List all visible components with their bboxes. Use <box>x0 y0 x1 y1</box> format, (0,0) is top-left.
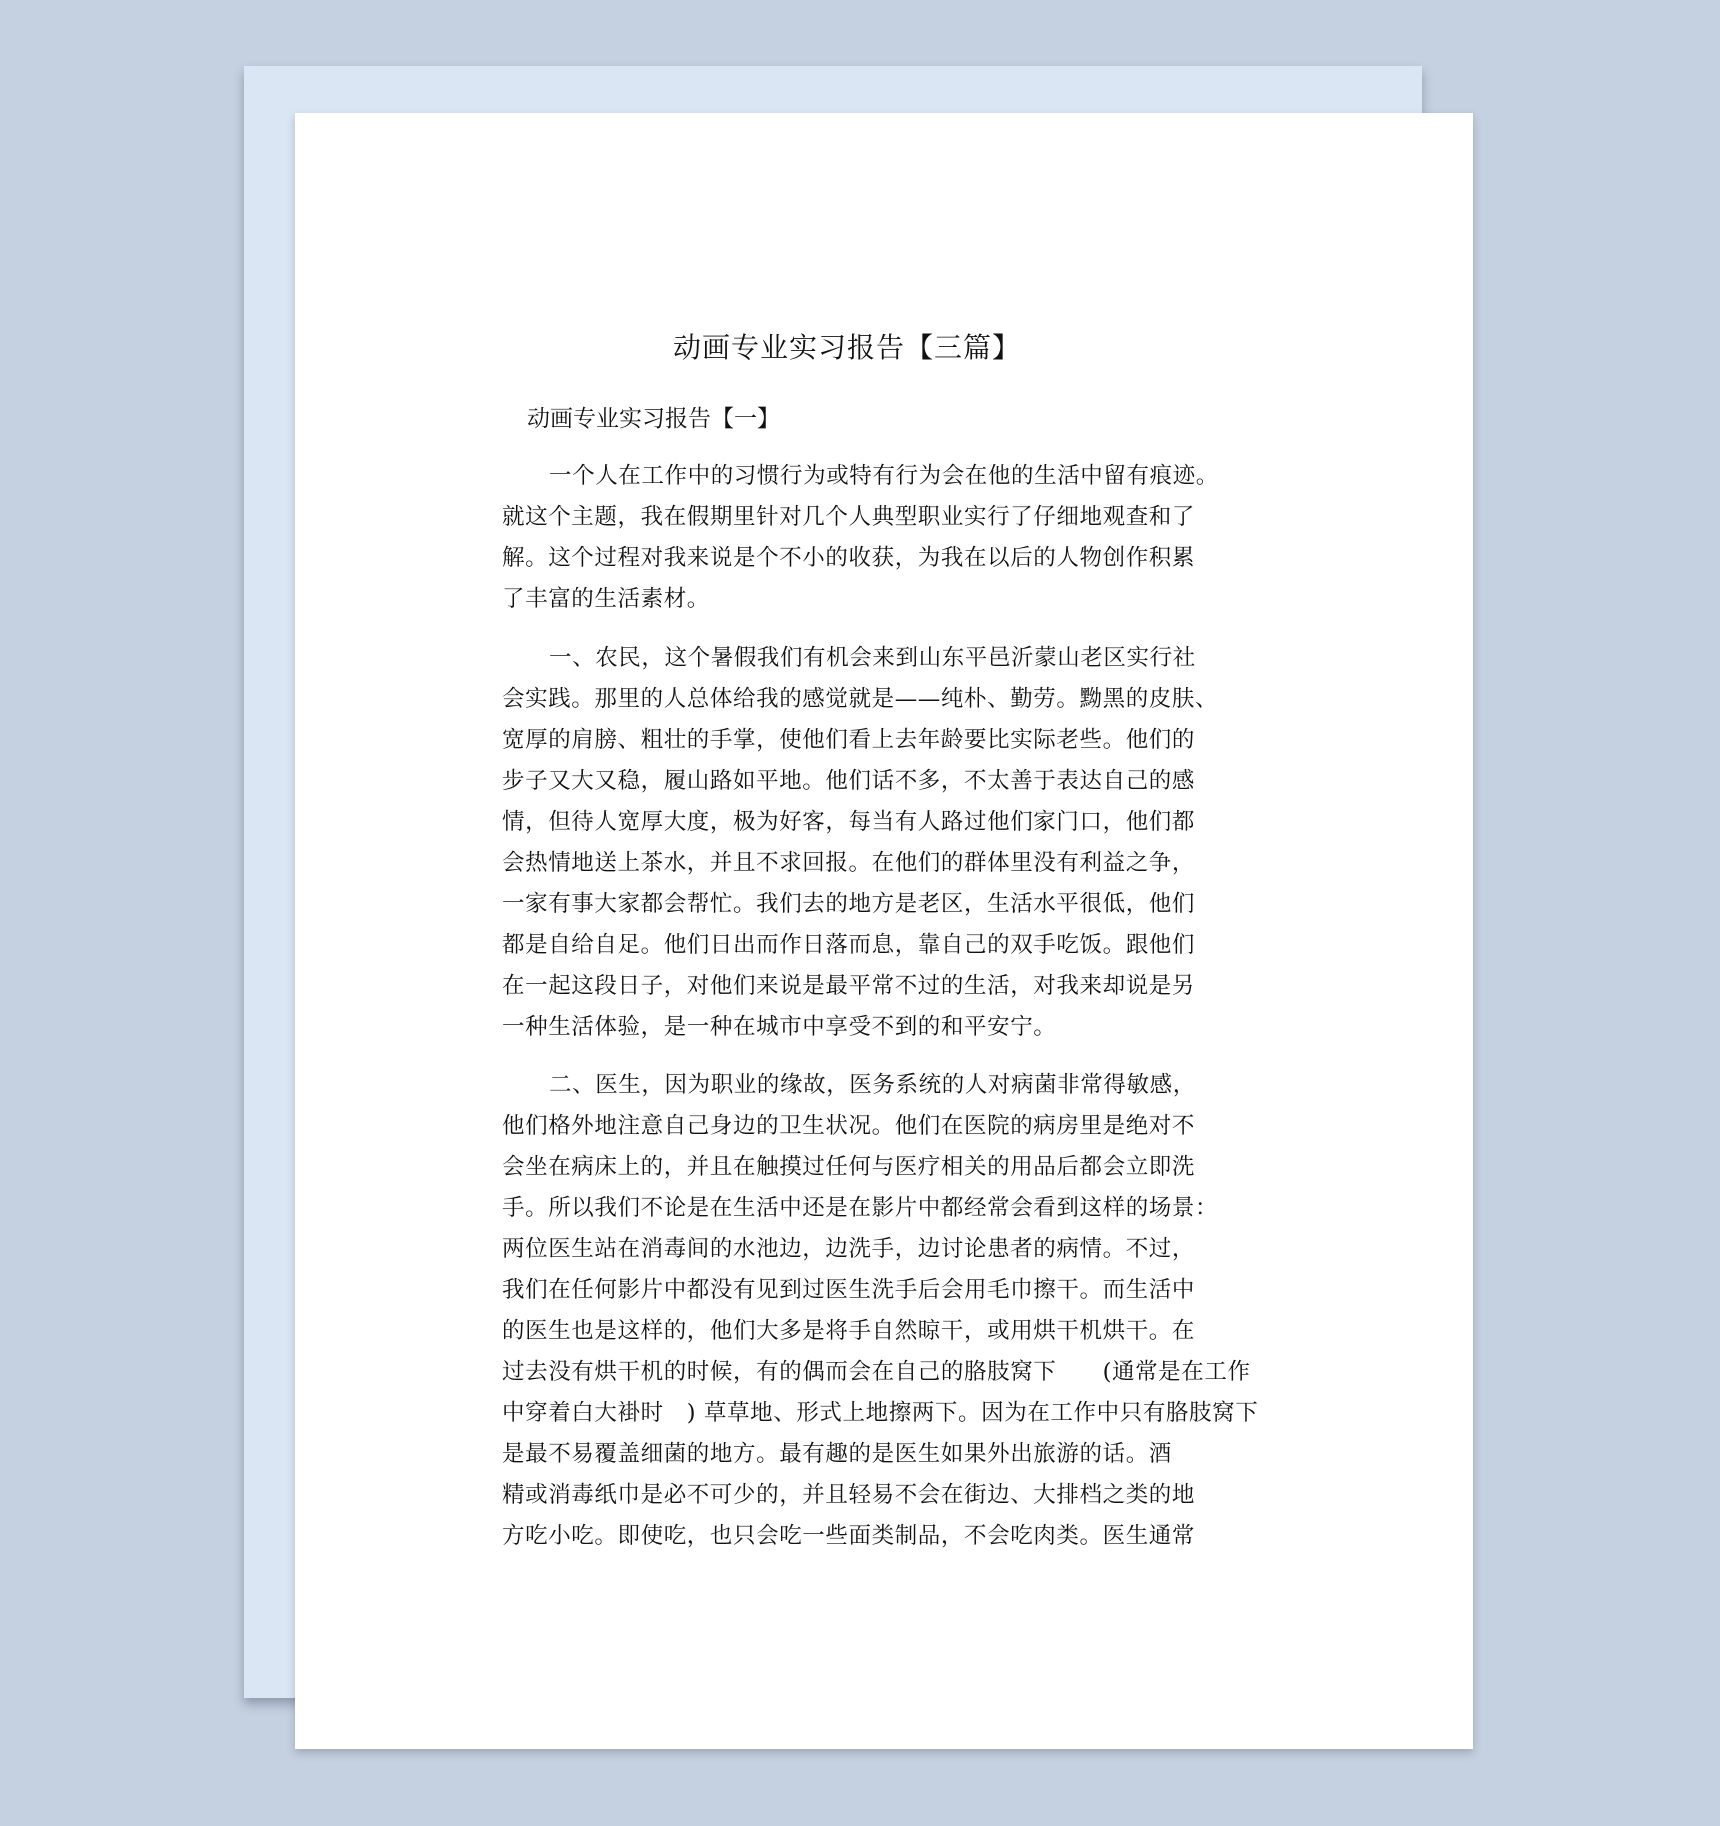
document-title: 动画专业实习报告【三篇】 <box>672 331 1021 364</box>
paragraph-line: 我们在任何影片中都没有见到过医生洗手后会用毛巾擦干。而生活中 <box>502 1277 1196 1303</box>
paragraph-line: 方吃小吃。即使吃，也只会吃一些面类制品，不会吃肉类。医生通常 <box>502 1523 1196 1549</box>
paragraph-line: 了丰富的生活素材。 <box>502 586 710 612</box>
paragraph-line: 会实践。那里的人总体给我的感觉就是——纯朴、勤劳。黝黑的皮肤、 <box>502 686 1219 712</box>
paragraph-line: 就这个主题，我在假期里针对几个人典型职业实行了仔细地观查和了 <box>502 504 1196 530</box>
paragraph-line: 一、农民，这个暑假我们有机会来到山东平邑沂蒙山老区实行社 <box>549 645 1196 671</box>
paragraph-line: 一家有事大家都会帮忙。我们去的地方是老区，生活水平很低，他们 <box>502 891 1196 917</box>
paragraph-line: 手。所以我们不论是在生活中还是在影片中都经常会看到这样的场景： <box>502 1195 1219 1221</box>
paragraph-3 <box>502 1065 1259 1557</box>
paragraph-1 <box>502 456 1237 620</box>
paragraph-line: 的医生也是这样的，他们大多是将手自然晾干，或用烘干机烘干。在 <box>502 1318 1196 1344</box>
paragraph-line: 中穿着白大褂时 ) 草草地、形式上地擦两下。因为在工作中只有胳肢窝下 <box>502 1400 1259 1426</box>
paragraph-line: 两位医生站在消毒间的水池边，边洗手，边讨论患者的病情。不过， <box>502 1236 1196 1262</box>
paragraph-line: 二、医生，因为职业的缘故，医务系统的人对病菌非常得敏感， <box>549 1072 1196 1098</box>
paragraph-line: 会热情地送上茶水，并且不求回报。在他们的群体里没有利益之争， <box>502 850 1196 876</box>
paragraph-2 <box>502 638 1237 1048</box>
paragraph-line: 宽厚的肩膀、粗壮的手掌，使他们看上去年龄要比实际老些。他们的 <box>502 727 1196 753</box>
paragraph-line: 精或消毒纸巾是必不可少的，并且轻易不会在街边、大排档之类的地 <box>502 1482 1196 1508</box>
paragraph-line: 在一起这段日子，对他们来说是最平常不过的生活，对我来却说是另 <box>502 973 1196 999</box>
paragraph-line: 他们格外地注意自己身边的卫生状况。他们在医院的病房里是绝对不 <box>502 1113 1196 1139</box>
paragraph-line: 是最不易覆盖细菌的地方。最有趣的是医生如果外出旅游的话。酒 <box>502 1441 1172 1467</box>
paragraph-line: 都是自给自足。他们日出而作日落而息，靠自己的双手吃饭。跟他们 <box>502 932 1196 958</box>
document-page <box>295 113 1473 1749</box>
paragraph-line: 会坐在病床上的，并且在触摸过任何与医疗相关的用品后都会立即洗 <box>502 1154 1196 1180</box>
paragraph-line: 一种生活体验，是一种在城市中享受不到的和平安宁。 <box>502 1014 1057 1040</box>
paragraph-line: 情，但待人宽厚大度，极为好客，每当有人路过他们家门口，他们都 <box>502 809 1196 835</box>
section-heading: 动画专业实习报告【一】 <box>527 406 780 432</box>
paragraph-line: 解。这个过程对我来说是个不小的收获，为我在以后的人物创作积累 <box>502 545 1196 571</box>
paragraph-line: 一个人在工作中的习惯行为或特有行为会在他的生活中留有痕迹。 <box>549 463 1219 489</box>
paragraph-line: 过去没有烘干机的时候，有的偶而会在自己的胳肢窝下 (通常是在工作 <box>502 1359 1251 1385</box>
paragraph-line: 步子又大又稳，履山路如平地。他们话不多，不太善于表达自己的感 <box>502 768 1196 794</box>
